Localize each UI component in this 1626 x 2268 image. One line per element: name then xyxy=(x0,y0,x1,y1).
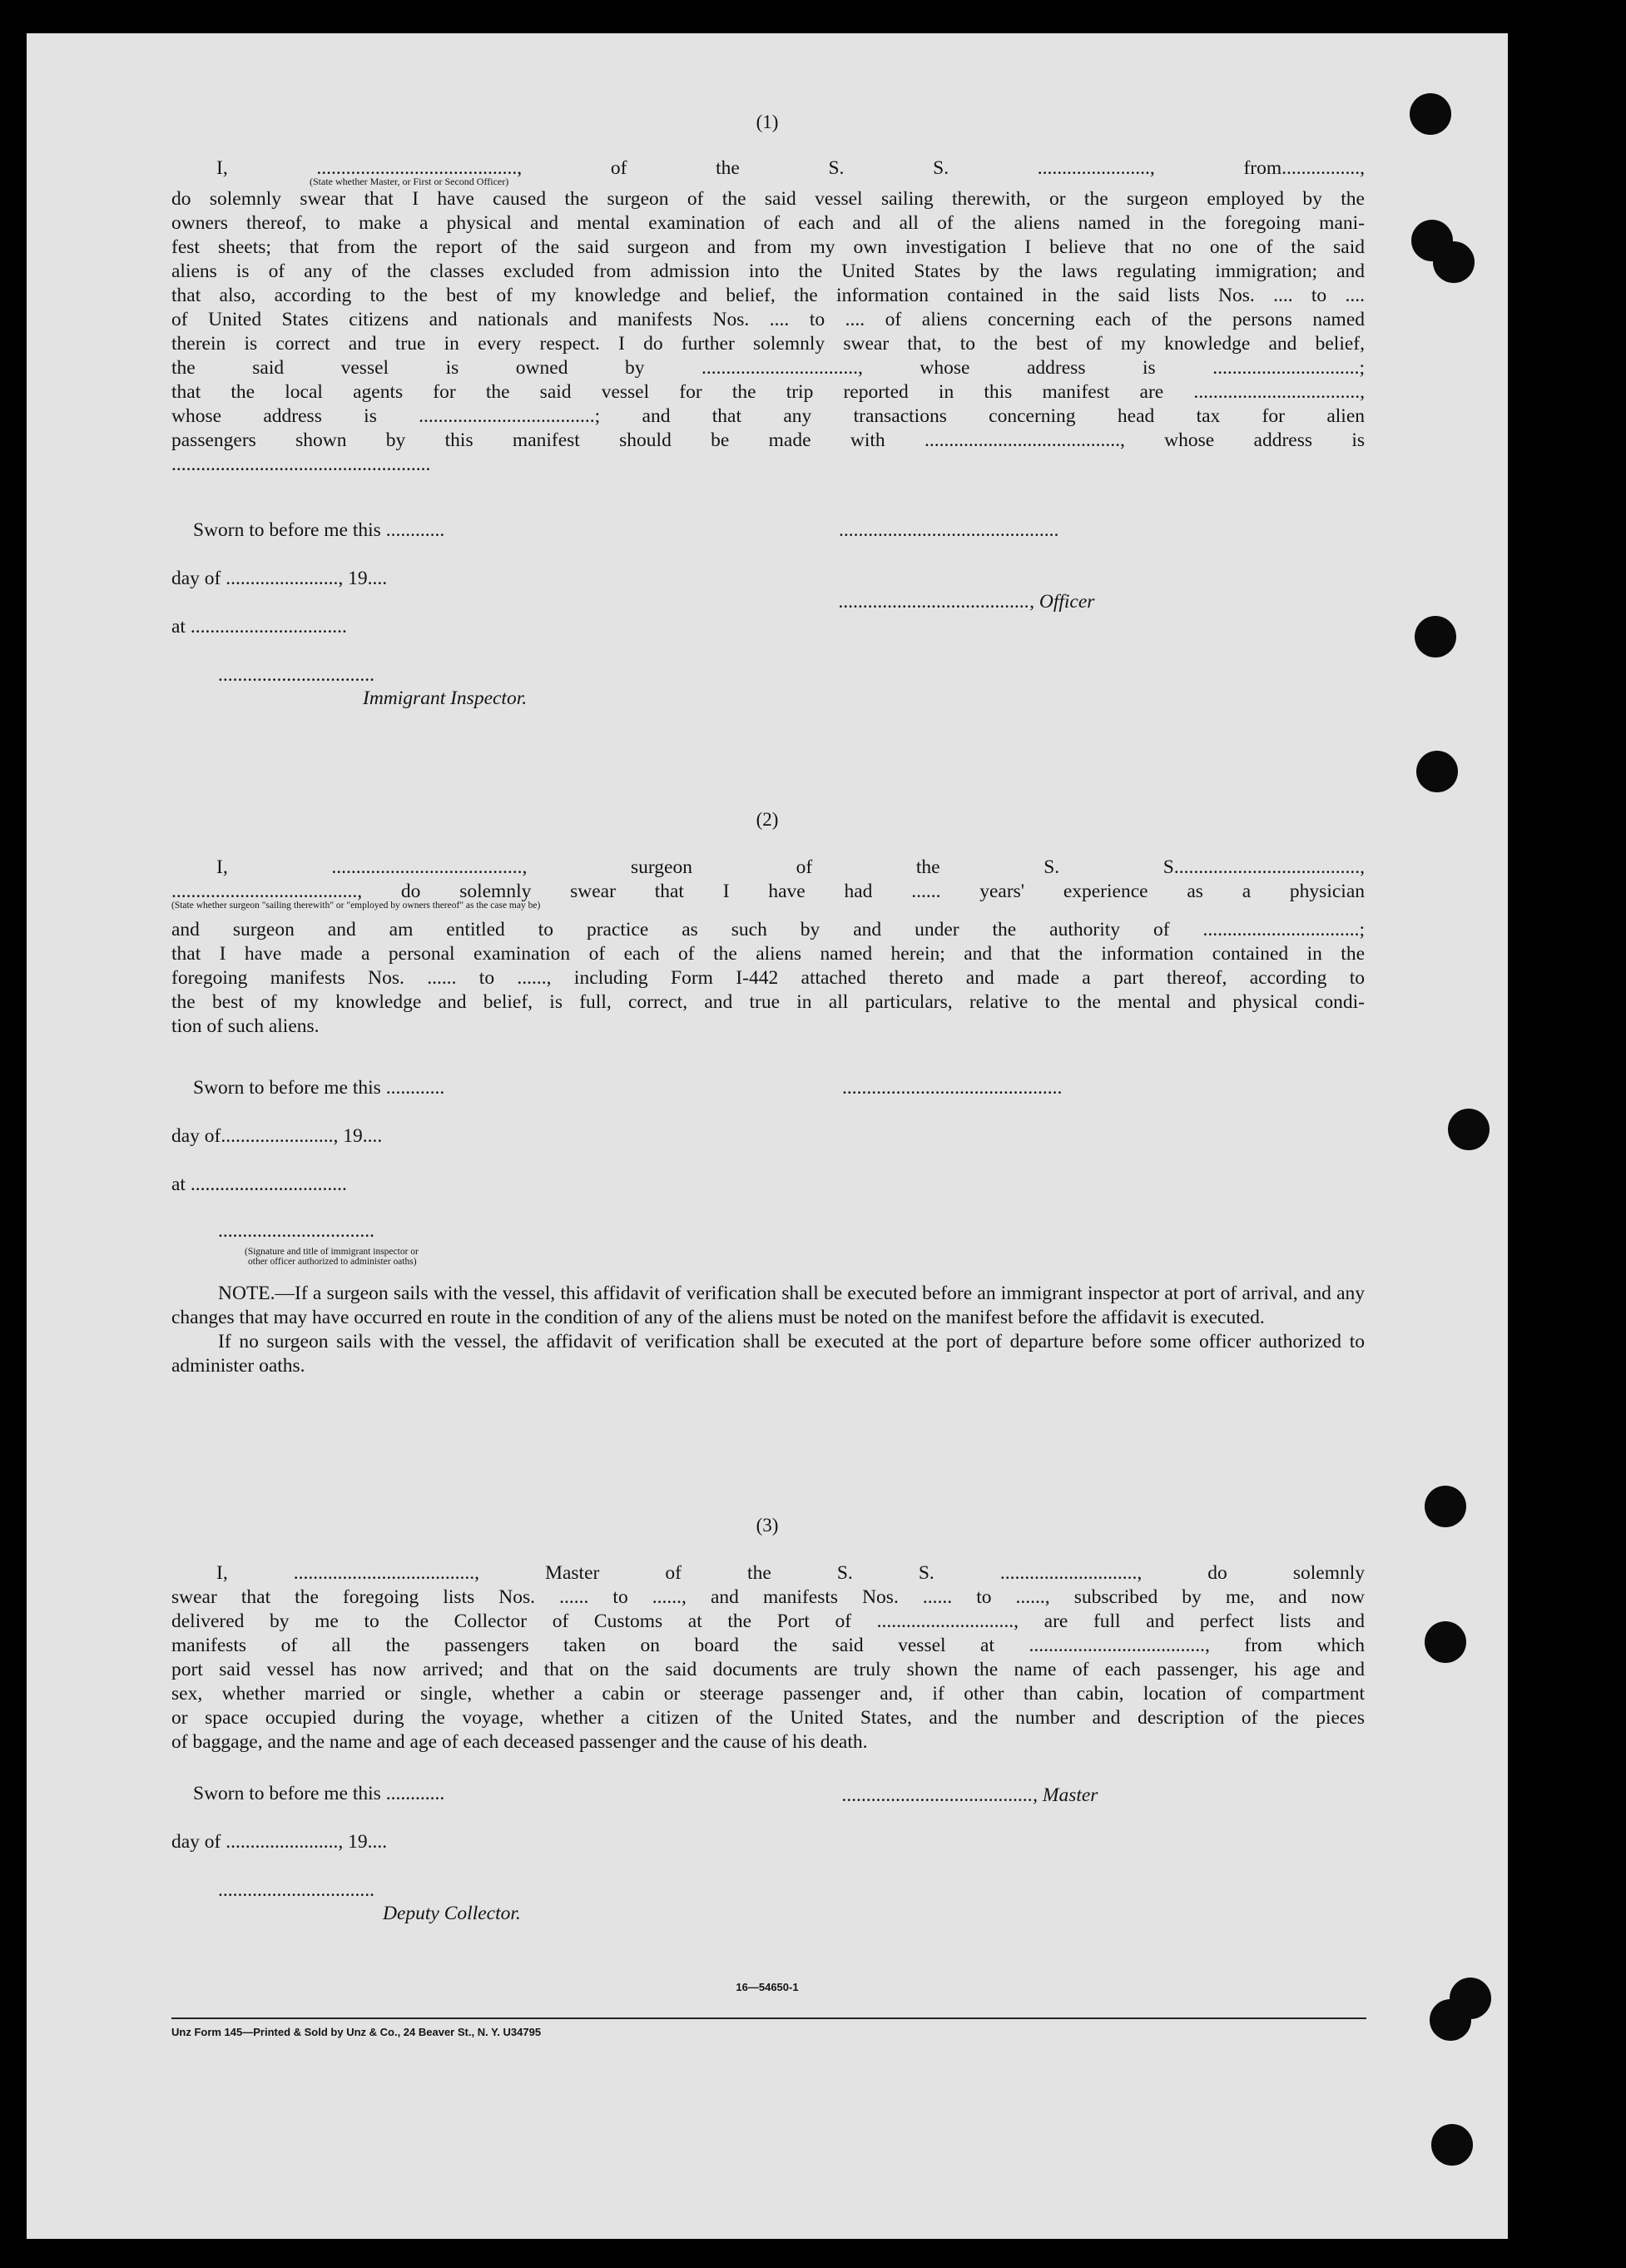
form-page xyxy=(27,33,1508,2239)
text-line: I, ........................................., of the S. S. ......................., from................, xyxy=(216,157,1365,179)
text-line: passengers shown by this manifest should be made with ........................................, whose address is xyxy=(171,429,1365,451)
signature-note: other officer authorized to administer oaths) xyxy=(248,1257,417,1267)
signature-note: (Signature and title of immigrant inspector or xyxy=(245,1247,419,1257)
punch-hole xyxy=(1431,2124,1473,2166)
note-block xyxy=(171,1282,1365,1378)
field-note: (State whether surgeon "sailing therewith" or "employed by owners thereof" as the case may be) xyxy=(171,901,541,911)
officer-signature-line: ............................................. xyxy=(839,519,1059,541)
sworn-line: Sworn to before me this ............ xyxy=(193,1783,445,1804)
text-line: I, ....................................., Master of the S. S. ............................, do solemnly xyxy=(216,1562,1365,1584)
section-3-body xyxy=(171,1561,1365,1754)
text-line: that I have made a personal examination of each of the aliens named herein; and that the information contained in the xyxy=(171,943,1365,965)
text-line: sex, whether married or single, whether a cabin or steerage passenger and, if other than cabin, location of compartment xyxy=(171,1683,1365,1705)
day-line: day of ......................., 19.... xyxy=(171,1831,388,1853)
punch-hole xyxy=(1415,616,1456,658)
text-line: ......................................, do solemnly swear that I have had ...... years' experience as a physician xyxy=(171,881,1365,902)
text-line: aliens is of any of the classes excluded from admission into the United States by the laws regulating immigration; and xyxy=(171,261,1365,282)
text-line: do solemnly swear that I have caused the surgeon of the said vessel sailing therewith, or the surgeon employed by the xyxy=(171,188,1365,210)
text-line: foregoing manifests Nos. ...... to ......, including Form I-442 attached thereto and made a part thereof, according to xyxy=(171,967,1365,989)
footer-rule xyxy=(171,2017,1366,2019)
day-line: day of ......................., 19.... xyxy=(171,568,388,589)
section-2-number: (2) xyxy=(756,809,779,830)
section-3-number: (3) xyxy=(756,1515,779,1536)
text-line: and surgeon and am entitled to practice as such by and under the authority of ................................; xyxy=(171,919,1365,940)
text-line: or space occupied during the voyage, whether a citizen of the United States, and the number and description of the pieces xyxy=(171,1707,1365,1729)
punch-hole xyxy=(1433,241,1475,283)
text-line: fest sheets; that from the report of the said surgeon and from my own investigation I believe that no one of the said xyxy=(171,236,1365,258)
text-line: whose address is ....................................; and that any transactions concerning head tax for alien xyxy=(171,405,1365,427)
text-line: tion of such aliens. xyxy=(171,1015,320,1037)
text-line: manifests of all the passengers taken on board the said vessel at ...................................., from which xyxy=(171,1635,1365,1656)
at-line: at ................................ xyxy=(171,616,347,638)
text-line: swear that the foregoing lists Nos. ...... to ......, and manifests Nos. ...... to ......, subscribed by me, and now xyxy=(171,1586,1365,1608)
text-line: owners thereof, to make a physical and mental examination of each and all of the aliens named in the foregoing mani- xyxy=(171,212,1365,234)
text-line: I, ......................................., surgeon of the S. S......................................, xyxy=(216,856,1365,878)
punch-hole xyxy=(1425,1621,1466,1663)
text-line: port said vessel has now arrived; and that on the said documents are truly shown the name of each passenger, his age and xyxy=(171,1659,1365,1680)
inspector-signature-line: ................................ xyxy=(218,1220,374,1242)
section-2-body xyxy=(171,856,1365,1039)
sworn-line: Sworn to before me this ............ xyxy=(193,519,445,541)
text-line: the said vessel is owned by ................................, whose address is ..............................; xyxy=(171,357,1365,379)
inspector-label: Immigrant Inspector. xyxy=(363,687,528,709)
punch-hole xyxy=(1448,1109,1490,1150)
text-line: that the local agents for the said vessel for the trip reported in this manifest are .................................., xyxy=(171,381,1365,403)
section-1-number: (1) xyxy=(756,112,779,132)
form-code: 16—54650-1 xyxy=(736,1981,799,1993)
note-paragraph: If no surgeon sails with the vessel, the affidavit of verification shall be executed at the port of departure before some officer authorized to administer oaths. xyxy=(171,1331,1365,1377)
at-line: at ................................ xyxy=(171,1174,347,1195)
officer-signature-line: ............................................. xyxy=(842,1077,1063,1099)
officer-signature: ......................................., Officer xyxy=(839,591,1095,613)
text-line: delivered by me to the Collector of Customs at the Port of ............................, are full and perfect lists and xyxy=(171,1610,1365,1632)
deputy-signature-line: ................................ xyxy=(218,1879,374,1901)
text-line: therein is correct and true in every respect. I do further solemnly swear that, to the best of my knowledge and belief, xyxy=(171,333,1365,355)
inspector-signature-line: ................................ xyxy=(218,664,374,686)
punch-hole xyxy=(1416,751,1458,792)
note-paragraph: NOTE.—If a surgeon sails with the vessel, this affidavit of verification shall be executed before an immigrant inspector at port of arrival, and any changes that may have occurred en route in the condition of any of the aliens must be noted on the manifest before the affidavit is executed. xyxy=(171,1283,1365,1328)
text-line: ..................................................... xyxy=(171,454,431,475)
printer-footer: Unz Form 145—Printed & Sold by Unz & Co., 24 Beaver St., N. Y. U34795 xyxy=(171,2026,542,2038)
master-signature: ......................................., Master xyxy=(842,1784,1098,1806)
text-line: of United States citizens and nationals and manifests Nos. .... to .... of aliens concerning each of the persons named xyxy=(171,309,1365,330)
text-line: that also, according to the best of my knowledge and belief, the information contained in the said lists Nos. .... to .... xyxy=(171,285,1365,306)
field-note: (State whether Master, or First or Second Officer) xyxy=(310,176,509,187)
section-1-body xyxy=(171,156,1365,477)
text-line: the best of my knowledge and belief, is full, correct, and true in all particulars, relative to the mental and physical condi- xyxy=(171,991,1365,1013)
sworn-line: Sworn to before me this ............ xyxy=(193,1077,445,1099)
deputy-label: Deputy Collector. xyxy=(383,1903,521,1924)
text-line: of baggage, and the name and age of each deceased passenger and the cause of his death. xyxy=(171,1731,868,1753)
day-line: day of......................., 19.... xyxy=(171,1125,383,1147)
